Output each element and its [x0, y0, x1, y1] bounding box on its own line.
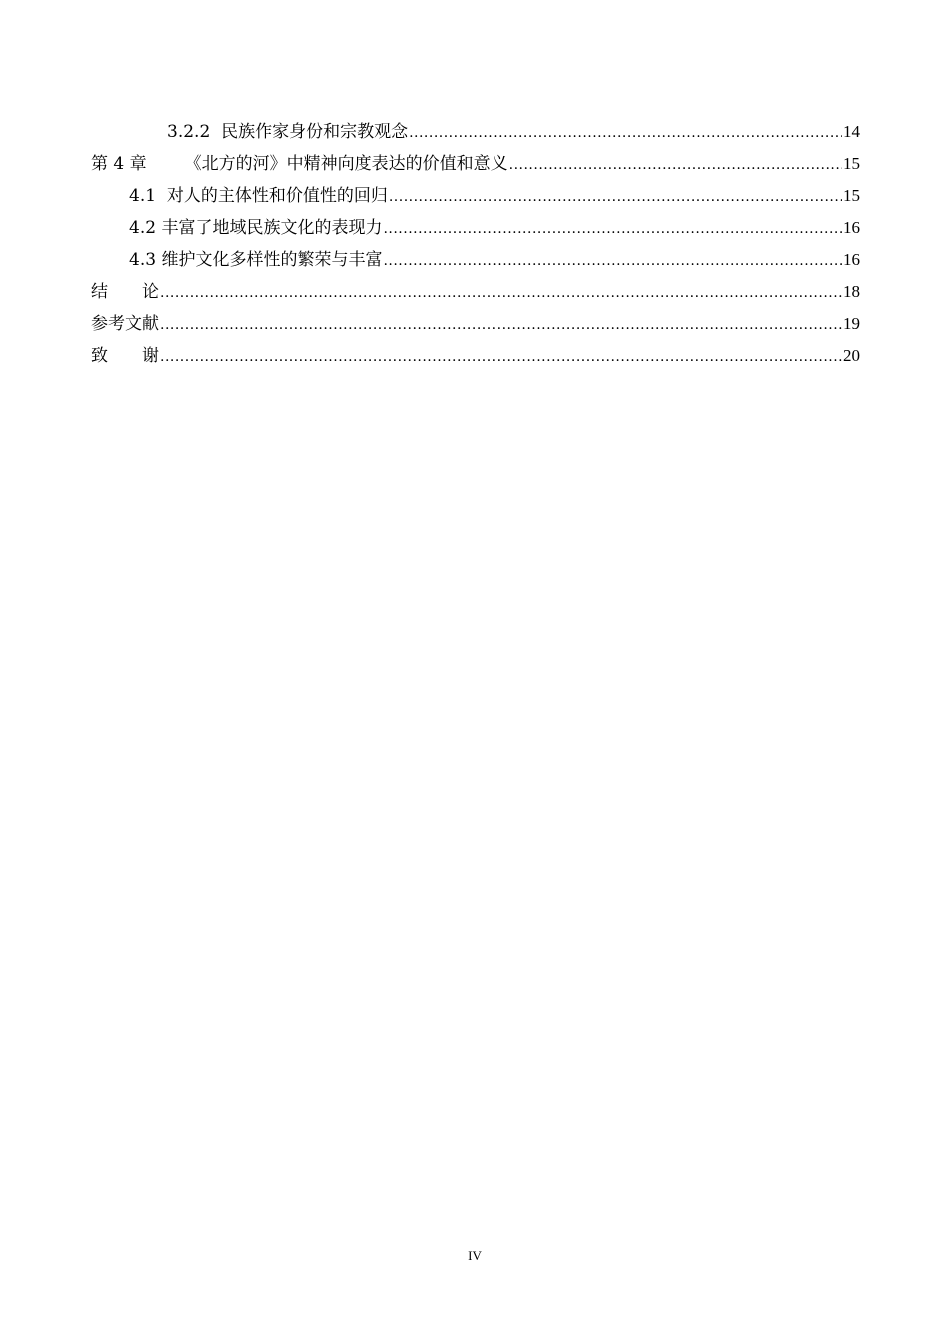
toc-entry-title	[91, 148, 508, 180]
table-of-contents	[91, 116, 860, 372]
toc-entry-title	[129, 244, 382, 276]
toc-entry-page: 15	[843, 186, 860, 205]
toc-leader-dots	[509, 149, 842, 181]
toc-leader-dots	[383, 213, 842, 245]
toc-entry-conclusion[interactable]	[91, 276, 860, 308]
toc-entry-page: 19	[843, 314, 860, 333]
toc-entry-page: 14	[843, 122, 860, 141]
toc-entry-4-2[interactable]	[91, 212, 860, 244]
page-number: IV	[468, 1248, 482, 1263]
toc-entry-text: 《北方的河》中精神向度表达的价值和意义	[184, 154, 508, 174]
toc-leader-dots	[160, 309, 842, 341]
toc-entry-number: 3.2.2	[167, 122, 211, 142]
toc-entry-title	[129, 180, 388, 212]
toc-entry-title	[129, 212, 382, 244]
toc-entry-text: 结 论	[91, 282, 159, 302]
toc-entry-references[interactable]	[91, 308, 860, 340]
toc-entry-page: 20	[843, 346, 860, 365]
toc-leader-dots	[160, 277, 842, 309]
toc-entry-page: 16	[843, 250, 860, 269]
toc-entry-number: 4.3	[129, 250, 157, 270]
toc-entry-page: 16	[843, 218, 860, 237]
toc-entry-chapter-4[interactable]	[91, 148, 860, 180]
toc-entry-text: 丰富了地域民族文化的表现力	[161, 218, 383, 238]
toc-entry-text: 参考文献	[91, 314, 159, 334]
toc-entry-text: 致 谢	[91, 346, 159, 366]
toc-entry-text: 维护文化多样性的繁荣与丰富	[161, 250, 383, 270]
toc-entry-page: 15	[843, 154, 860, 173]
toc-entry-number: 4.2	[129, 218, 157, 238]
toc-leader-dots	[409, 117, 842, 149]
toc-leader-dots	[383, 245, 842, 277]
toc-entry-acknowledgements[interactable]	[91, 340, 860, 372]
toc-entry-text: 对人的主体性和价值性的回归	[166, 186, 388, 206]
toc-entry-text: 民族作家身份和宗教观念	[221, 122, 409, 142]
toc-entry-number: 第 4 章	[91, 154, 147, 174]
toc-leader-dots	[389, 181, 842, 213]
toc-entry-number: 4.1	[129, 186, 157, 206]
toc-entry-title	[167, 116, 408, 148]
toc-entry-4-1[interactable]	[91, 180, 860, 212]
toc-leader-dots	[160, 341, 842, 373]
toc-entry-3-2-2[interactable]	[91, 116, 860, 148]
toc-entry-page: 18	[843, 282, 860, 301]
toc-entry-4-3[interactable]	[91, 244, 860, 276]
